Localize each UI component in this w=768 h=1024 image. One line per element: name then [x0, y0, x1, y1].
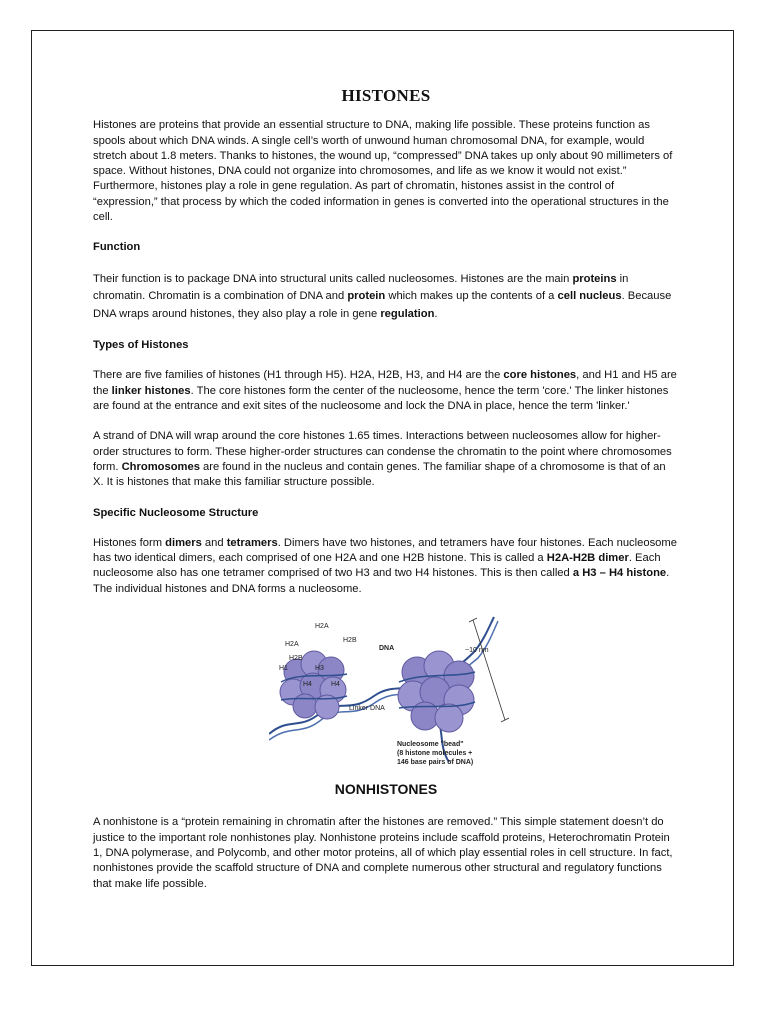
label-10nm: ~10 nm — [465, 647, 489, 655]
label-h2a: H2A — [315, 623, 329, 631]
structure-paragraph: Histones form dimers and tetramers. Dimers have two histones, and tetramers have four histones. Each nucleosome has two identical dimers, each comprised of one H2A and one H2B histone. This is called a H2A-H2B dimer. Each nucleosome also has one tetramer comprised of two H3 and two H4 histones. This is then called a H3 – H4 histone. The individual histones and DNA forms a nucleosome. — [93, 536, 677, 595]
types-heading: Types of Histones — [93, 339, 189, 352]
label-h3: H3 — [315, 665, 324, 673]
label-linker-dna: Linker DNA — [349, 705, 385, 713]
right-nucleosome — [398, 651, 475, 732]
types-paragraph-1: There are five families of histones (H1 through H5). H2A, H2B, H3, and H4 are the core histones, and H1 and H5 are the linker histones. The core histones form the center of the nucleosome, hence the term 'core.' The linker histones are found at the entrance and exit sites of the nucleosome and lock the DNA in place, hence the term 'linker.' — [93, 369, 677, 413]
nucleosome-figure — [93, 612, 679, 770]
nonhistones-heading: NONHISTONES — [334, 781, 438, 798]
label-h2b: H2B — [343, 637, 357, 645]
label-h4-b: H4 — [331, 681, 340, 689]
structure-heading: Specific Nucleosome Structure — [93, 506, 259, 519]
label-bead-3: 146 base pairs of DNA) — [397, 759, 474, 767]
nucleosome-diagram — [269, 612, 509, 770]
label-bead-2: (8 histone molecules + — [397, 750, 473, 758]
label-dna: DNA — [379, 645, 395, 653]
types-paragraph-2: A strand of DNA will wrap around the core histones 1.65 times. Interactions between nucleosomes allow for higher-order structures to form. These higher-order structures can condense the chromatin to the point where chromosomes form. Chromosomes are found in the nucleus and contain genes. The familiar shape of a chromosome is that of an X. It is histones that make this familiar structure possible. — [93, 430, 672, 489]
function-paragraph: Their function is to package DNA into structural units called nucleosomes. Histones are the main proteins in chromatin. Chromatin is a combination of DNA and protein which makes up the contents of a cell nucleus. Because DNA wraps around histones, they also play a role in gene regulation. — [93, 272, 672, 320]
label-h4-a: H4 — [303, 681, 312, 689]
measure-line — [473, 620, 505, 720]
label-bead-1: Nucleosome "bead" — [397, 741, 464, 749]
document-content — [93, 88, 679, 907]
label-h2b-left: H2B — [289, 655, 303, 663]
intro-paragraph: Histones are proteins that provide an essential structure to DNA, making life possible. These proteins function as spools about which DNA winds. A single cell’s worth of unwound human chromosomal DNA, for example, would stretch about 1.8 meters. Thanks to histones, the wound up, “compressed” DNA takes up only about 90 millimeters of space. Without histones, DNA could not organize into chromosomes, and life as we know it would not exist.” Furthermore, histones play a role in gene regulation. As part of chromatin, histones assist in the control of “expression,” that process by which the coded information in genes is converted into the operational structures in the cell. — [93, 119, 673, 224]
function-heading: Function — [93, 241, 141, 254]
label-h2a-small: H2A — [285, 641, 299, 649]
nonhistones-paragraph: A nonhistone is a “protein remaining in chromatin after the histones are removed.” This simple statement doesn’t do justice to the important role nonhistones play. Nonhistone proteins include scaffold proteins, Heterochromatin Protein 1, DNA polymerase, and Polycomb, and other motor proteins, all of which play essential roles in cell structure. In fact, nonhistones provide the scaffold structure of DNA and complete numerous other structural and regulatory functions that make life possible. — [93, 816, 673, 890]
label-h1: H1 — [279, 665, 288, 673]
page-title: HISTONES — [341, 86, 431, 105]
